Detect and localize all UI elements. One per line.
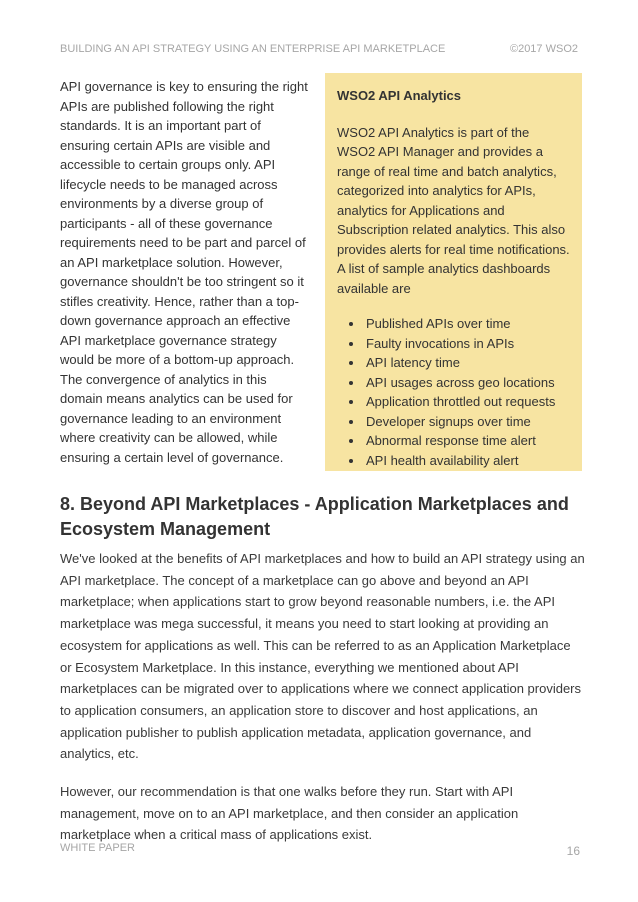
header-title: BUILDING AN API STRATEGY USING AN ENTERPRISE API MARKETPLACE	[60, 43, 446, 55]
body-paragraph: We've looked at the benefits of API marketplaces and how to build an API strategy using an API marketplace. The concept of a marketplace can go above and beyond an API marketplace; when applications start to grow beyond reasonable numbers, i.e. the API marketplace was mega successful, it means you need to start looking at providing an ecosystem for applications as well. This can be referred to as an Application Marketplace or Ecosystem Marketplace. In this instance, everything we mentioned about API marketplaces can be migrated over to applications where we connect application providers to application consumers, an application store to discover and host applications, an application publisher to publish application metadata, application governance, and analytics, etc.	[60, 551, 585, 762]
list-item: • API latency time	[364, 353, 570, 373]
list-item: • Published APIs over time	[364, 314, 570, 334]
section-body	[60, 548, 585, 862]
list-item: • Faulty invocations in APIs	[364, 334, 570, 354]
footer-label: WHITE PAPER	[60, 842, 135, 854]
callout-title: WSO2 API Analytics	[337, 88, 462, 103]
governance-paragraph: API governance is key to ensuring the right APIs are published following the right standards. It is an important part of ensuring certain APIs are visible and accessible to certain groups only. API lifecycle needs to be managed across environments by a diverse group of participants - all of these governance requirements need to be part and parcel of an API marketplace solution. However, governance shouldn't be too stringent so it stifles creativity. Hence, rather than a top-down governance approach an effective API marketplace governance strategy would be more of a bottom-up approach. The convergence of analytics in this domain means analytics can be used for governance leading to an environment where creativity can be allowed, while ensuring a certain level of governance.	[60, 79, 308, 465]
list-item: • Application throttled out requests	[364, 392, 570, 412]
list-item: • API usages across geo locations	[364, 373, 570, 393]
list-item: • API health availability alert	[364, 451, 570, 471]
body-paragraph: However, our recommendation is that one walks before they run. Start with API management, move on to an API marketplace, and then consider an application marketplace when a critical mass of applications exist.	[60, 784, 519, 843]
callout-text: WSO2 API Analytics is part of the WSO2 API Manager and provides a range of real time and batch analytics, categorized into analytics for APIs, analytics for Applications and Subscription related analytics. This also provides alerts for real time notifications. A list of sample analytics dashboards available are	[337, 124, 570, 296]
analytics-callout-box	[325, 73, 582, 471]
section-heading: 8. Beyond API Marketplaces - Application Marketplaces and Ecosystem Management	[60, 494, 569, 539]
page-header	[60, 43, 578, 55]
analytics-dashboard-list	[337, 314, 570, 470]
list-item: • Abnormal response time alert	[364, 431, 570, 451]
page-number: 16	[566, 844, 580, 858]
list-item: • Developer signups over time	[364, 412, 570, 432]
header-copyright: ©2017 WSO2	[509, 43, 578, 55]
